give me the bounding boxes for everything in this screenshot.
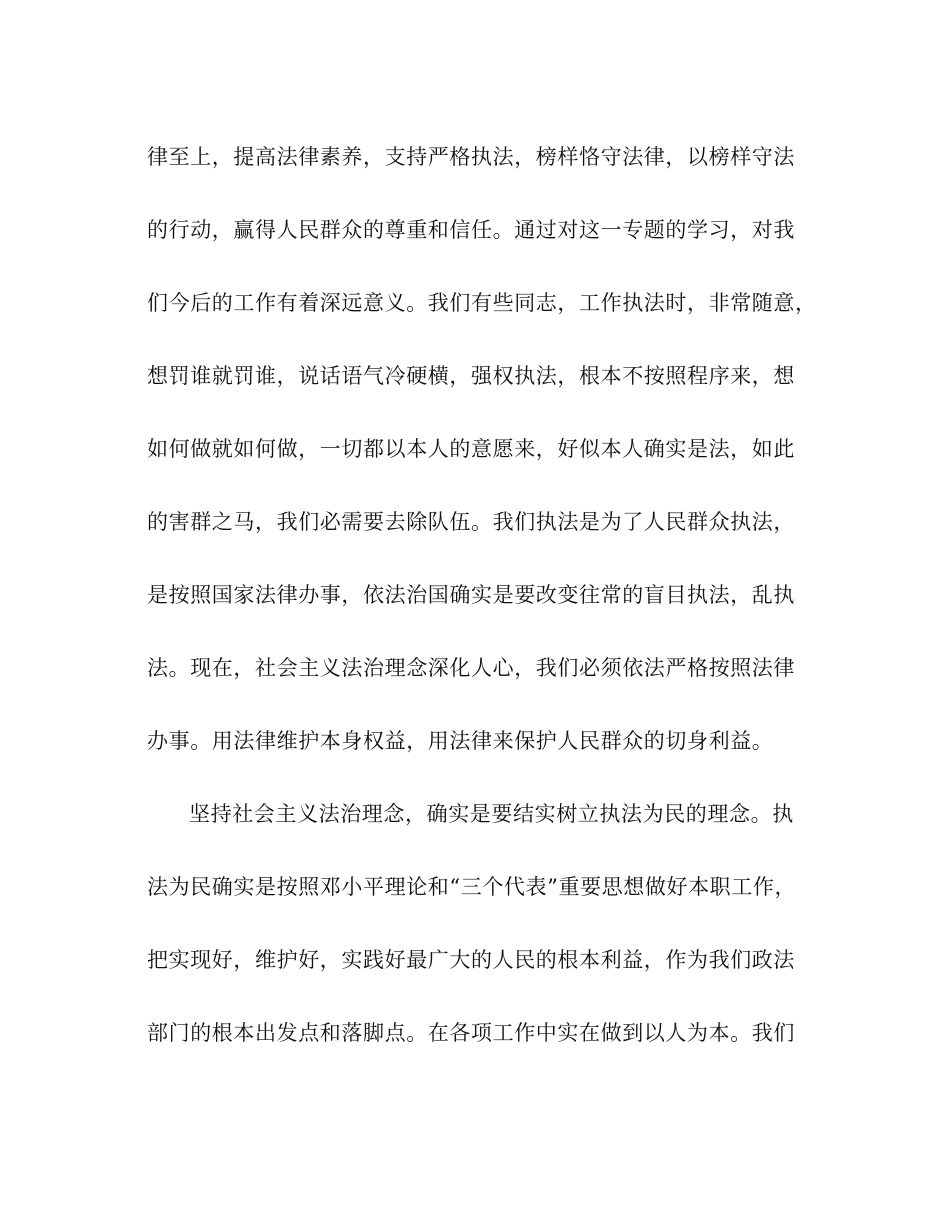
text-line: 的害群之马，我们必需要去除队伍。我们执法是为了人民群众执法， [147, 510, 795, 534]
text-line: 如何做就如何做，一切都以本人的意愿来，好似本人确实是法，如此 [147, 437, 795, 461]
text-line: 法为民确实是按照邓小平理论和“三个代表”重要思想做好本职工作， [147, 875, 797, 899]
text-line: 办事。用法律维护本身权益，用法律来保护人民群众的切身利益。 [147, 729, 774, 753]
text-line: 们今后的工作有着深远意义。我们有些同志，工作执法时，非常随意， [147, 291, 817, 315]
text-line: 法。现在，社会主义法治理念深化人心，我们必须依法严格按照法律 [147, 656, 795, 680]
text-line: 想罚谁就罚谁，说话语气冷硬横，强权执法，根本不按照程序来，想 [147, 364, 795, 388]
paragraph-start-line: 坚持社会主义法治理念，确实是要结实树立执法为民的理念。执 [189, 802, 794, 826]
text-line: 部门的根本出发点和落脚点。在各项工作中实在做到以人为本。我们 [147, 1021, 795, 1045]
text-line: 把实现好，维护好，实践好最广大的人民的根本利益，作为我们政法 [147, 948, 795, 972]
body-text [147, 130, 815, 1079]
text-line: 是按照国家法律办事，依法治国确实是要改变往常的盲目执法，乱执 [147, 583, 795, 607]
text-line: 律至上，提高法律素养，支持严格执法，榜样恪守法律，以榜样守法 [147, 145, 795, 169]
text-line: 的行动，赢得人民群众的尊重和信任。通过对这一专题的学习，对我 [147, 218, 795, 242]
